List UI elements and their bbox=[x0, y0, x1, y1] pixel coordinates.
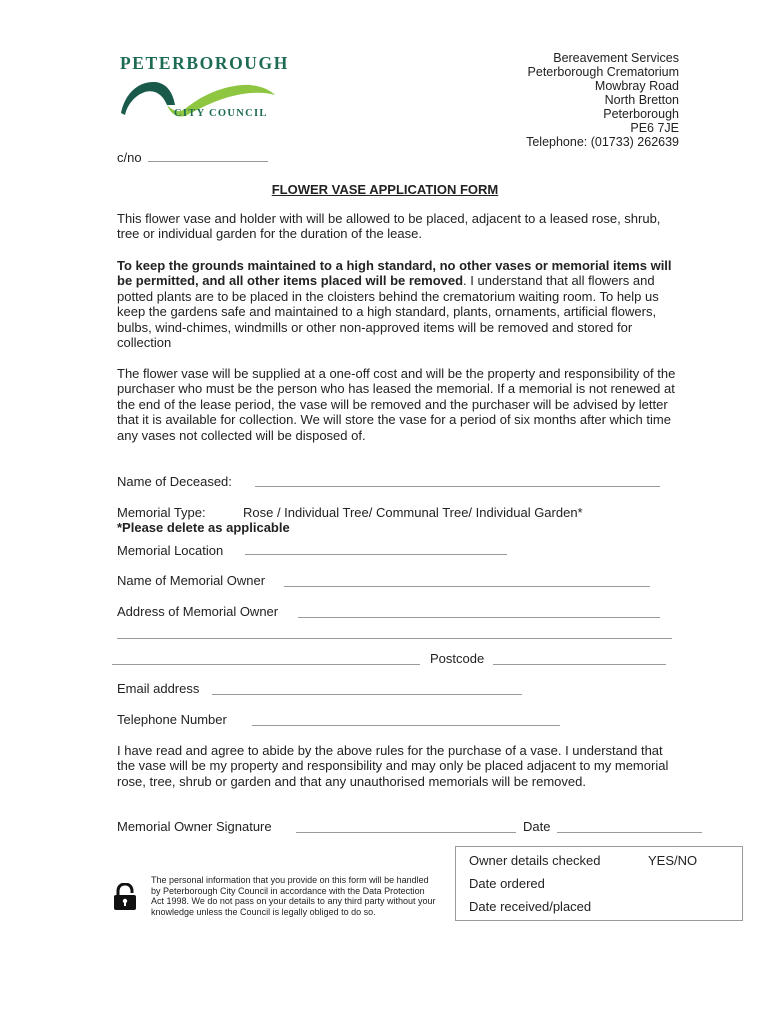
signature-input[interactable] bbox=[296, 832, 516, 833]
owner-address-input-3[interactable] bbox=[112, 664, 420, 665]
padlock-icon bbox=[113, 883, 137, 911]
rules-normal-text: . I understand that all flowers and potted plants are to be placed in the cloisters behind the crematorium waiting room. To help us keep the gardens safe and maintained to a high standard, plants, ornaments, artificial flowers, bulbs, wind-chimes, windmills or other non-approved items will be removed and stored for collection bbox=[117, 273, 659, 351]
address-line: PE6 7JE bbox=[630, 121, 679, 135]
signature-date-label: Date bbox=[523, 819, 551, 834]
agreement-paragraph: I have read and agree to abide by the above rules for the purchase of a vase. I understand that the vase will be my property and responsibility and may only be placed adjacent to my memorial rose, tree, shrub or garden and that any unauthorised memorials will be removed. bbox=[117, 743, 669, 789]
delete-note: *Please delete as applicable bbox=[117, 520, 290, 535]
postcode-input[interactable] bbox=[493, 664, 666, 665]
memorial-location-label: Memorial Location bbox=[117, 543, 224, 558]
logo-brand-text: PETERBOROUGH bbox=[120, 53, 289, 73]
name-deceased-label: Name of Deceased: bbox=[117, 474, 232, 489]
address-line: Peterborough bbox=[603, 107, 679, 121]
memorial-type-options[interactable]: Rose / Individual Tree/ Communal Tree/ Individual Garden* bbox=[243, 505, 583, 520]
memorial-type-label: Memorial Type: bbox=[117, 505, 206, 520]
name-deceased-input[interactable] bbox=[255, 486, 660, 487]
yes-no-option[interactable]: YES/NO bbox=[648, 853, 698, 868]
office-use-box bbox=[455, 846, 743, 921]
telephone-input[interactable] bbox=[252, 725, 560, 726]
postcode-label: Postcode bbox=[430, 651, 485, 666]
date-received-row: Date received/placed bbox=[469, 899, 592, 914]
privacy-notice bbox=[113, 873, 436, 923]
form-title: FLOWER VASE APPLICATION FORM bbox=[271, 182, 499, 197]
address-line: North Bretton bbox=[604, 93, 679, 107]
signature-label: Memorial Owner Signature bbox=[117, 819, 272, 834]
telephone-line: Telephone: (01733) 262639 bbox=[526, 135, 679, 149]
telephone-label: Telephone Number bbox=[117, 712, 227, 727]
owner-name-input[interactable] bbox=[284, 586, 650, 587]
email-input[interactable] bbox=[212, 694, 522, 695]
owner-name-label: Name of Memorial Owner bbox=[117, 573, 266, 588]
council-logo bbox=[112, 50, 287, 160]
owner-checked-row bbox=[469, 852, 742, 875]
owner-address-label: Address of Memorial Owner bbox=[117, 604, 279, 619]
rules-bold-text: To keep the grounds maintained to a high standard, no other vases or memorial items will be permitted, and all other items placed will be removed bbox=[117, 258, 672, 289]
signature-date-input[interactable] bbox=[557, 832, 702, 833]
cno-input-line[interactable] bbox=[148, 151, 268, 162]
cno-field bbox=[117, 150, 268, 165]
address-line: Mowbray Road bbox=[594, 79, 679, 93]
logo-council-text: CITY COUNCIL bbox=[174, 108, 268, 119]
email-label: Email address bbox=[117, 681, 200, 696]
owner-checked-label: Owner details checked bbox=[469, 853, 601, 868]
supply-paragraph: The flower vase will be supplied at a one-off cost and will be the property and responsibility of the purchaser who must be the person who has leased the memorial. If a memorial is not renewed at the end of the lease period, the vase will be removed and the purchaser will be advised by letter that it is available for collection. We will store the vase for a period of six months after which time any vases not collected will be disposed of. bbox=[117, 366, 676, 443]
address-line: Peterborough Crematorium bbox=[527, 65, 679, 79]
owner-address-input[interactable] bbox=[298, 617, 660, 618]
address-block bbox=[526, 51, 679, 149]
intro-paragraph: This flower vase and holder with will be allowed to be placed, adjacent to a leased rose, shrub, tree or individual garden for the duration of the lease. bbox=[117, 211, 661, 242]
memorial-location-input[interactable] bbox=[245, 554, 507, 555]
privacy-text: The personal information that you provide on this form will be handled by Peterborough City Council in accordance with the Data Protection Act 1998. We do not pass on your details to any third party without your knowledge unless the Council is legally obliged to do so. bbox=[151, 875, 436, 917]
address-line: Bereavement Services bbox=[553, 51, 679, 65]
date-ordered-row: Date ordered bbox=[469, 876, 545, 891]
owner-address-input-2[interactable] bbox=[117, 638, 672, 639]
rules-paragraph bbox=[117, 258, 679, 350]
cno-label: c/no bbox=[117, 150, 142, 165]
